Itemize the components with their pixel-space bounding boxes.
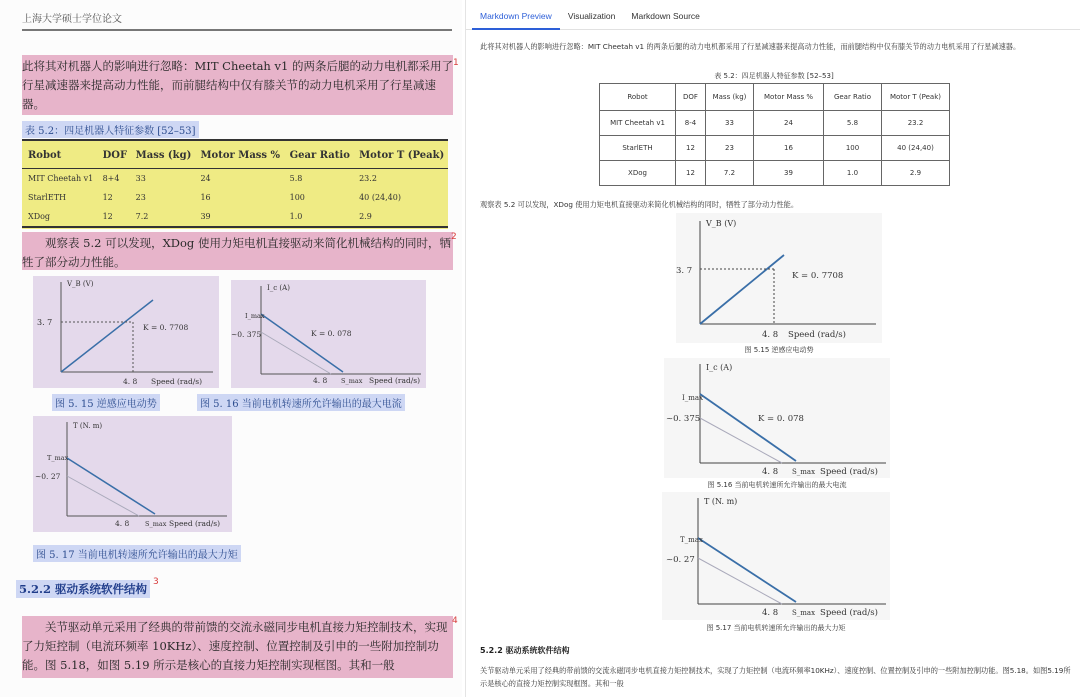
scanned-thesis-page — [0, 0, 462, 697]
x-max-label: S_max — [792, 468, 816, 476]
x-tick-label: 4. 8 — [762, 608, 779, 618]
preview-figure-5-16 — [664, 358, 890, 478]
y-axis-label: I_c (A) — [706, 363, 733, 372]
left-paragraph-2 — [22, 232, 453, 270]
y-axis-label: V_B (V) — [706, 219, 737, 228]
slope-label: K = 0. 078 — [758, 414, 804, 424]
preview-paragraph-2: 观察表 5.2 可以发现，XDog 使用力矩电机直接驱动来简化机械结构的同时，牺牲了部分动力性能。 — [480, 200, 799, 209]
x-axis-label: Speed (rad/s) — [151, 377, 203, 386]
data-line — [700, 394, 796, 461]
annotation-number-3: 3 — [153, 577, 159, 587]
x-max-label: S_max — [145, 520, 167, 528]
y-tick-label: 3. 7 — [676, 266, 693, 276]
preview-table-caption: 表 5.2：四足机器人特征参数 [52–53] — [714, 72, 834, 80]
table-cell: 39 — [754, 161, 824, 186]
table-cell: 8-4 — [676, 111, 706, 136]
table-cell: 5.8 — [289, 174, 303, 183]
preview-th-robot: Robot — [600, 84, 676, 111]
left-paragraph-2-text: 观察表 5.2 可以发现，XDog 使用力矩电机直接驱动来简化机械结构的同时，牺牲了部分动力性能。 — [22, 236, 451, 269]
x-max-label: S_max — [341, 377, 363, 385]
table-cell: 1.0 — [824, 161, 882, 186]
slope-label: K = 0. 7708 — [792, 271, 844, 281]
table-cell: 16 — [754, 136, 824, 161]
table-cell: 23 — [135, 193, 146, 202]
y-tick-label: ~0. 27 — [35, 472, 61, 481]
table-cell: 2.9 — [353, 207, 448, 227]
table-row — [22, 169, 448, 189]
preview-paragraph-3: 关节驱动单元采用了经典的带前馈的交流永磁同步电机直接力矩控制技术，实现了力矩控制（电流环频率10KHz）、速度控制、位置控制及引申的一些附加控制功能。图5.18。如图5.19所示是核心的直接力矩控制实现框图。其和一般 — [480, 666, 1071, 688]
markdown-app-panel — [465, 0, 1080, 697]
y-tick-label: ~0. 375 — [666, 414, 701, 424]
y-tick-label: ~0. 375 — [231, 330, 262, 339]
slope-label: K = 0. 078 — [311, 329, 352, 338]
y-max-label: T_max — [47, 454, 69, 462]
preview-fig15-plot — [676, 213, 882, 343]
table-row — [22, 207, 448, 227]
table-cell: 12 — [676, 136, 706, 161]
preview-caption-5-15: 图 5.15 逆感应电动势 — [744, 346, 814, 354]
table-cell: 100 — [824, 136, 882, 161]
left-table-highlight — [22, 139, 448, 229]
preview-table-header-row — [600, 84, 950, 111]
x-tick-label: 4. 8 — [123, 377, 138, 386]
left-th-motor-t: Motor T (Peak) — [353, 140, 448, 169]
table-row — [600, 136, 950, 161]
tab-markdown-preview[interactable]: Markdown Preview — [472, 0, 560, 30]
left-table-caption: 表 5.2：四足机器人特征参数 [52–53] — [22, 121, 199, 138]
table-cell: 12 — [97, 207, 130, 227]
y-max-label: T_max — [680, 536, 703, 544]
preview-th-dof: DOF — [676, 84, 706, 111]
preview-figure-5-15 — [676, 213, 882, 343]
table-row — [600, 111, 950, 136]
table-cell: 16 — [200, 193, 211, 202]
table-row — [22, 188, 448, 207]
table-cell: 2.9 — [882, 161, 950, 186]
table-cell: XDog — [22, 207, 97, 227]
table-cell: 39 — [194, 207, 283, 227]
left-figure-5-17 — [33, 416, 232, 532]
x-axis-label: Speed (rad/s) — [169, 519, 221, 528]
left-robot-table — [22, 139, 448, 228]
table-cell: 23 — [706, 136, 754, 161]
y-max-label: I_max — [682, 394, 704, 402]
table-cell: MIT Cheetah v1 — [600, 111, 676, 136]
table-cell: 24 — [754, 111, 824, 136]
preview-section-heading: 5.2.2 驱动系统软件结构 — [480, 646, 570, 655]
table-cell: StarlETH — [28, 193, 66, 202]
annotation-number-1: 1 — [453, 58, 459, 68]
x-axis-label: Speed (rad/s) — [788, 330, 846, 340]
y-max-label: I_max — [245, 312, 265, 320]
table-cell: XDog — [600, 161, 676, 186]
table-cell: 40 (24,40) — [359, 193, 401, 202]
table-cell: 23.2 — [359, 174, 377, 183]
preview-caption-5-17: 图 5.17 当前电机转速所允许输出的最大力矩 — [706, 624, 846, 632]
y-axis-label: T (N. m) — [704, 497, 738, 506]
tab-markdown-source[interactable]: Markdown Source — [631, 11, 700, 21]
left-table-header-row — [22, 140, 448, 169]
y-tick-label: ~0. 27 — [666, 555, 695, 565]
x-axis-label: Speed (rad/s) — [820, 467, 878, 477]
reference-line — [67, 476, 139, 516]
data-line — [67, 458, 155, 514]
slope-label: K = 0. 7708 — [143, 323, 189, 332]
left-th-robot: Robot — [22, 140, 97, 169]
left-paragraph-3-text: 关节驱动单元采用了经典的带前馈的交流永磁同步电机直接力矩控制技术，实现了力矩控制（电流环频率 10KHz）、速度控制、位置控制及引申的一些附加控制功能。图 5.18，如图 5.19 所示是核心的直接力矩控制实现框图。其和一般 — [22, 620, 448, 672]
left-caption-5-15: 图 5. 15 逆感应电动势 — [52, 394, 160, 411]
table-cell: 40 (24,40) — [882, 136, 950, 161]
table-cell: 8+4 — [102, 174, 120, 183]
x-tick-label: 4. 8 — [313, 376, 328, 385]
data-line — [700, 255, 784, 324]
left-figure-5-15 — [33, 276, 219, 388]
preview-th-gear-ratio: Gear Ratio — [824, 84, 882, 111]
table-cell: 100 — [289, 193, 305, 202]
preview-th-motor-mass: Motor Mass % — [754, 84, 824, 111]
table-row — [600, 161, 950, 186]
y-tick-label: 3. 7 — [37, 318, 53, 327]
left-paragraph-1-text: 此将其对机器人的影响进行忽略：MIT Cheetah v1 的两条后腿的动力电机都采用了行星减速器来提高动力性能，而前腿结构中仅有膝关节的动力电机采用了行星减速器。 — [22, 59, 453, 111]
table-cell: 33 — [135, 174, 146, 183]
y-axis-label: T (N. m) — [73, 422, 103, 430]
x-axis-label: Speed (rad/s) — [820, 608, 878, 618]
preview-figure-5-17 — [662, 492, 890, 620]
left-caption-5-17: 图 5. 17 当前电机转速所允许输出的最大力矩 — [33, 545, 241, 562]
tab-visualization[interactable]: Visualization — [567, 11, 616, 21]
preview-caption-5-16: 图 5.16 当前电机转速所允许输出的最大电流 — [707, 481, 847, 489]
left-paragraph-3 — [22, 616, 453, 678]
x-tick-label: 4. 8 — [762, 467, 779, 477]
page-header: 上海大学硕士学位论文 — [22, 10, 452, 31]
preview-paragraph-1: 此将其对机器人的影响进行忽略：MIT Cheetah v1 的两条后腿的动力电机都采用了行星减速器来提高动力性能，而前腿结构中仅有膝关节的动力电机采用了行星减速器。 — [480, 42, 1021, 51]
x-axis-label: Speed (rad/s) — [369, 376, 421, 385]
preview-fig16-plot — [664, 358, 890, 478]
y-axis-label: I_c (A) — [267, 284, 290, 292]
preview-robot-table — [599, 83, 950, 186]
data-line — [261, 314, 343, 372]
table-cell: StarlETH — [600, 136, 676, 161]
table-cell: 12 — [676, 161, 706, 186]
annotation-number-4: 4 — [452, 616, 458, 626]
table-cell: 1.0 — [284, 207, 353, 227]
x-max-label: S_max — [792, 609, 816, 617]
annotation-number-2: 2 — [451, 232, 457, 242]
table-cell: 33 — [706, 111, 754, 136]
left-section-heading: 5.2.2 驱动系统软件结构 — [16, 580, 150, 598]
table-cell: MIT Cheetah v1 — [28, 174, 94, 183]
preview-fig17-plot — [662, 492, 890, 620]
data-line — [61, 300, 153, 372]
x-tick-label: 4. 8 — [115, 519, 130, 528]
left-th-gear-ratio: Gear Ratio — [284, 140, 353, 169]
data-line — [698, 538, 796, 602]
preview-th-mass: Mass (kg) — [706, 84, 754, 111]
left-caption-5-16: 图 5. 16 当前电机转速所允许输出的最大电流 — [197, 394, 405, 411]
left-paragraph-1 — [22, 55, 453, 115]
table-cell: 7.2 — [130, 207, 195, 227]
table-cell: 24 — [200, 174, 211, 183]
left-th-motor-mass: Motor Mass % — [194, 140, 283, 169]
left-th-dof: DOF — [97, 140, 130, 169]
reference-line — [700, 418, 782, 463]
tab-bar — [466, 0, 1080, 30]
left-figure-5-16 — [231, 280, 426, 388]
left-fig16-plot — [231, 280, 426, 388]
table-cell: 7.2 — [706, 161, 754, 186]
preview-th-motor-t: Motor T (Peak) — [882, 84, 950, 111]
table-cell: 5.8 — [824, 111, 882, 136]
left-fig17-plot — [33, 416, 232, 532]
left-fig15-plot — [33, 276, 219, 388]
table-cell: 23.2 — [882, 111, 950, 136]
y-axis-label: V_B (V) — [67, 280, 94, 288]
x-tick-label: 4. 8 — [762, 330, 779, 340]
table-cell: 12 — [102, 193, 113, 202]
left-th-mass: Mass (kg) — [130, 140, 195, 169]
